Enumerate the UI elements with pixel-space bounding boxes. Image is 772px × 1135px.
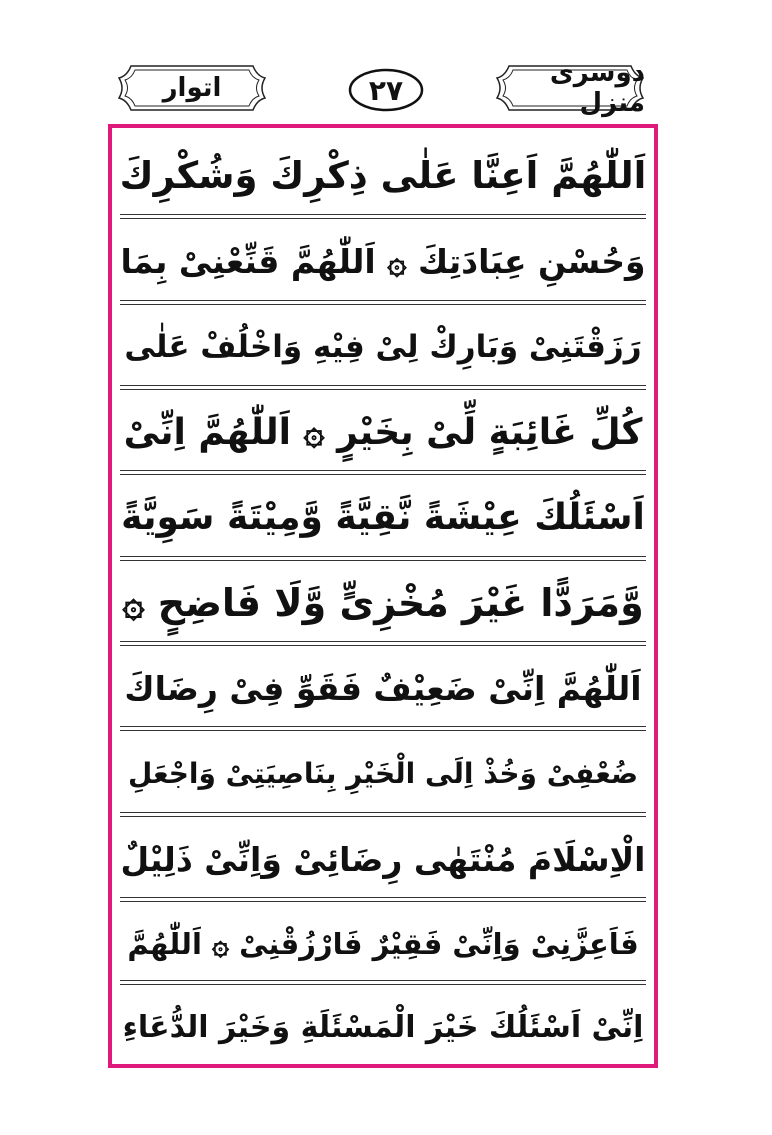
page-number-oval bbox=[348, 68, 424, 112]
text-line: الْاِسْلَامَ مُنْتَهٰى رِضَائِىْ وَاِنِّىْ ذَلِيْلٌ bbox=[120, 839, 646, 879]
text-line: اَللّٰهُمَّ اَعِنَّا عَلٰى ذِكْرِكَ وَشُكْرِكَ bbox=[120, 153, 646, 197]
text-line: فَاَعِزَّنِىْ وَاِنِّىْ فَقِيْرٌ فَارْزُقْنِىْ ۞ اَللّٰهُمَّ bbox=[127, 927, 639, 961]
manzil-title: دوسری منزل bbox=[549, 58, 645, 118]
page-header bbox=[0, 0, 772, 120]
page-number: ۲۷ bbox=[368, 73, 404, 107]
text-line: رَزَقْتَنِىْ وَبَارِكْ لِىْ فِيْهِ وَاخْلُفْ عَلٰى bbox=[124, 329, 642, 365]
text-frame bbox=[108, 124, 658, 1068]
text-line: اَسْئَلُكَ عِيْشَةً نَّقِيَّةً وَّمِيْتَةً سَوِيَّةً bbox=[121, 496, 645, 538]
day-title: اتوار bbox=[162, 73, 222, 103]
text-line: وَّمَرَدًّا غَيْرَ مُخْزِىٍّ وَّلَا فَاضِحٍ ۞ bbox=[122, 581, 644, 625]
text-line: اَللّٰهُمَّ اِنِّىْ ضَعِيْفٌ فَقَوِّ فِىْ رِضَاكَ bbox=[124, 668, 642, 708]
text-line: كُلِّ غَائِبَةٍ لِّىْ بِخَيْرٍ ۞ اَللّٰهُمَّ اِنِّىْ bbox=[123, 411, 643, 453]
text-line: وَحُسْنِ عِبَادَتِكَ ۞ اَللّٰهُمَّ قَنِّعْنِىْ بِمَا bbox=[120, 241, 646, 281]
text-line: اِنِّىْ اَسْئَلُكَ خَيْرَ الْمَسْئَلَةِ وَخَيْرَ الدُّعَاءِ bbox=[122, 1009, 644, 1045]
text-line: ضُعْفِىْ وَخُذْ اِلَى الْخَيْرِ بِنَاصِيَتِىْ وَاجْعَلِ bbox=[127, 756, 639, 790]
manzil-cartouche bbox=[495, 58, 645, 118]
day-cartouche bbox=[117, 62, 267, 114]
